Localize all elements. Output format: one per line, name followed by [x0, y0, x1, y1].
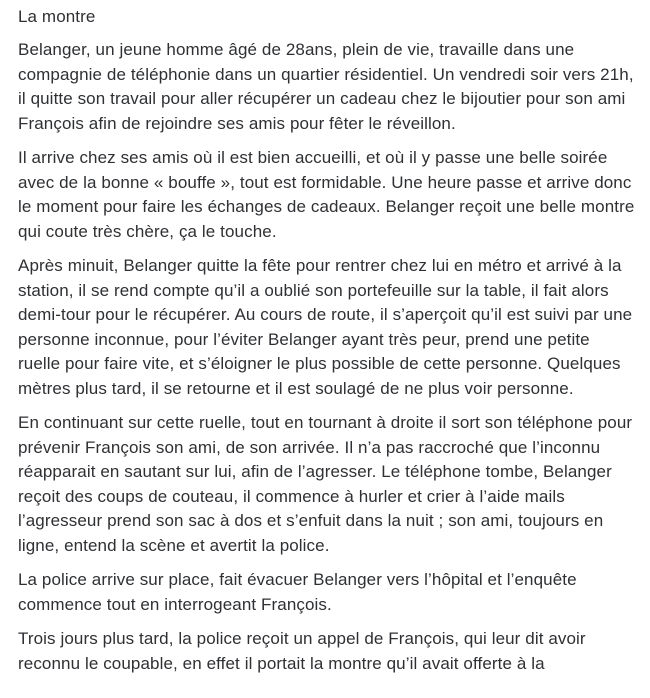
document-title: La montre: [18, 7, 96, 26]
paragraph: Après minuit, Belanger quitte la fête pour rentrer chez lui en métro et arrivé à la station, il se rend compte qu’il a oublié son portefeuille sur la table, il fait alors demi-tour pour le récupérer. Au cours de route, il s’aperçoit qu’il est suivi par une personne inconnue, pour l’éviter Belanger ayant très peur, prend une petite ruelle pour faire vite, et s’éloigner le plus possible de cette personne. Quelques mètres plus tard, il se retourne et il est soulagé de ne plus voir personne.: [18, 256, 633, 398]
paragraph: En continuant sur cette ruelle, tout en tournant à droite il sort son téléphone pour prévenir François son ami, de son arrivée. Il n’a pas raccroché que l’inconnu réapparait en sautant sur lui, afin de l’agresser. Le téléphone tombe, Belanger reçoit des coups de couteau, il commence à hurler et crier à l’aide mails l’agresseur prend son sac à dos et s’enfuit dans la nuit ; son ami, toujours en ligne, entend la scène et avertit la police.: [18, 413, 633, 555]
paragraph: Belanger, un jeune homme âgé de 28ans, plein de vie, travaille dans une compagnie de téléphonie dans un quartier résidentiel. Un vendredi soir vers 21h, il quitte son travail pour aller récupérer un cadeau chez le bijoutier pour son ami François afin de rejoindre ses amis pour fêter le réveillon.: [18, 40, 634, 133]
paragraph: La police arrive sur place, fait évacuer Belanger vers l’hôpital et l’enquête commence tout en interrogeant François.: [18, 570, 577, 614]
paragraph: Trois jours plus tard, la police reçoit un appel de François, qui leur dit avoir reconnu le coupable, en effet il portait la montre qu’il avait offerte à la: [18, 629, 586, 673]
paragraph: Il arrive chez ses amis où il est bien accueilli, et où il y passe une belle soirée avec de la bonne « bouffe », tout est formidable. Une heure passe et arrive donc le moment pour faire les échanges de cadeaux. Belanger reçoit une belle montre qui coute très chère, ça le touche.: [18, 148, 635, 241]
